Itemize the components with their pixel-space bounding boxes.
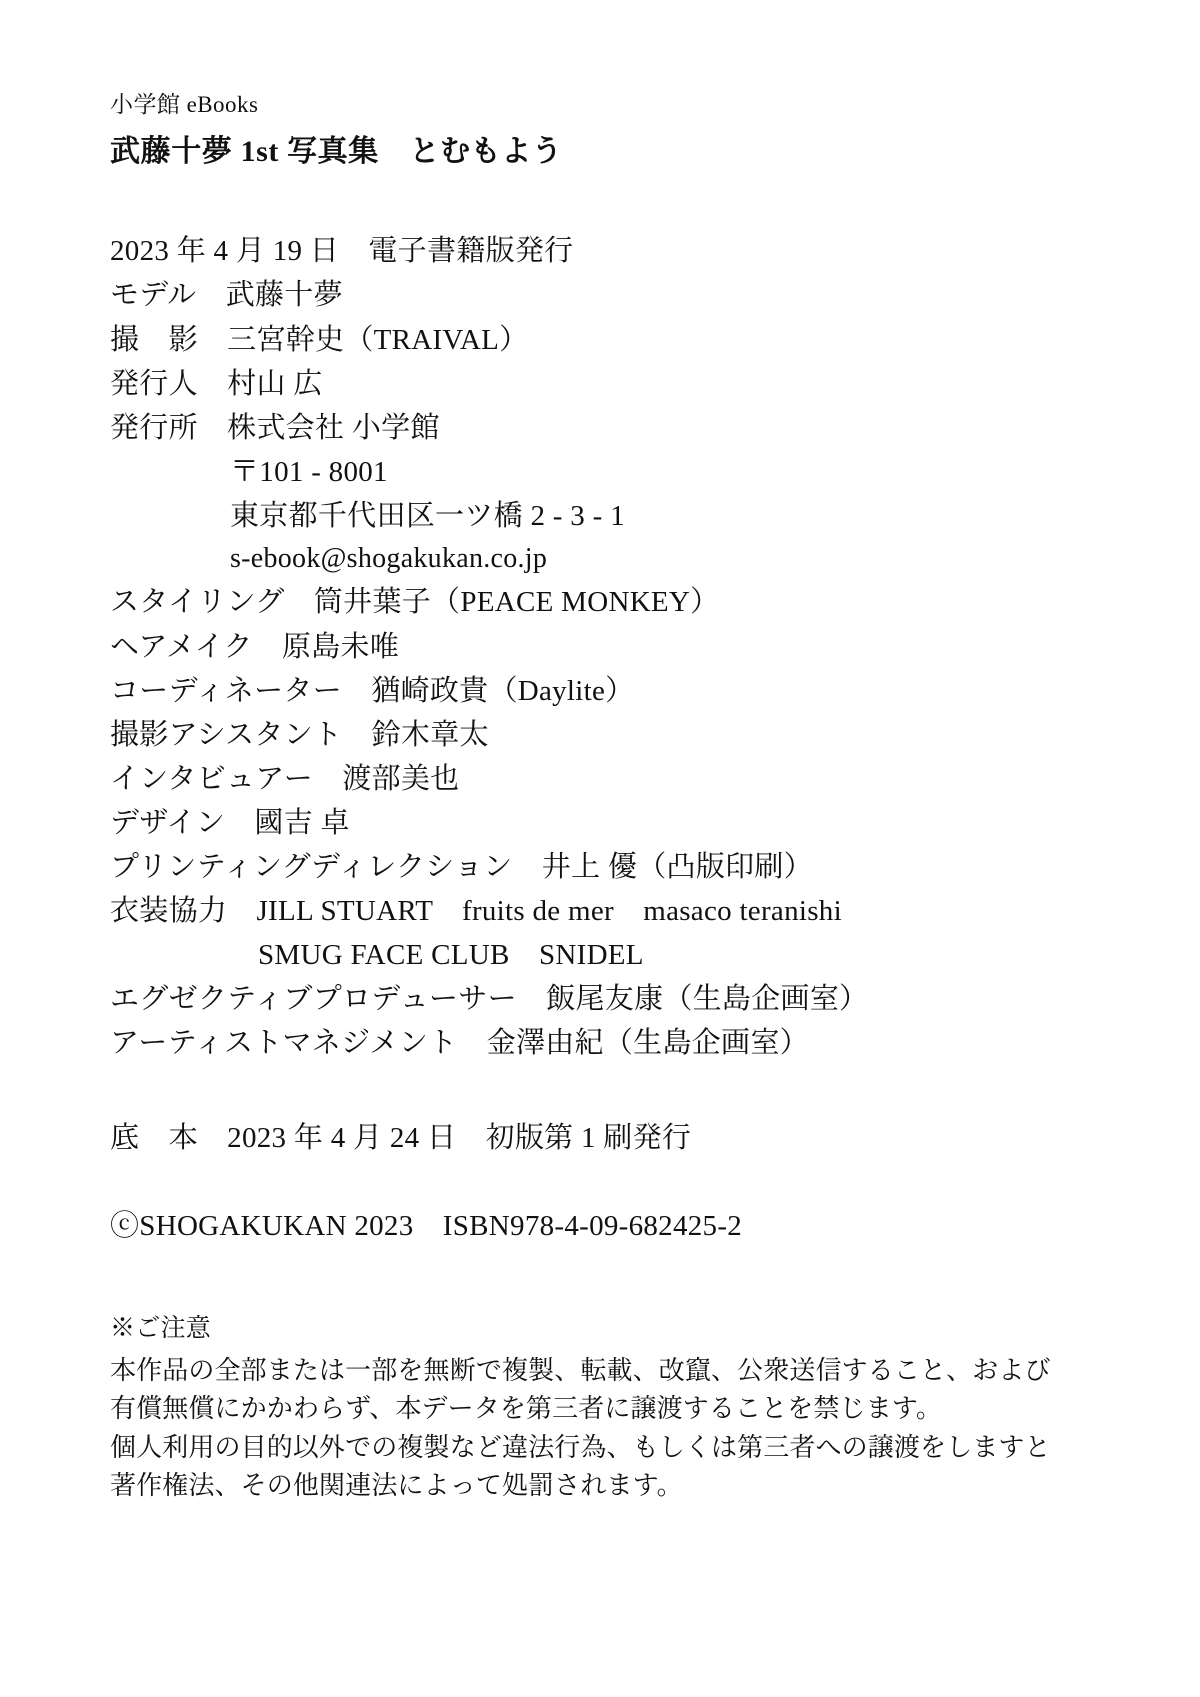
colophon-line: コーディネーター 猶崎政貴（Daylite） (110, 674, 635, 707)
notice-line: 本作品の全部または一部を無断で複製、転載、改竄、公衆送信すること、および (110, 1355, 1051, 1385)
notice-line: 有償無償にかかわらず、本データを第三者に譲渡することを禁じます。 (110, 1394, 943, 1424)
colophon-list (110, 229, 1090, 1065)
colophon-line: モデル 武藤十夢 (110, 279, 343, 312)
colophon-line: ヘアメイク 原島未唯 (110, 630, 400, 663)
imprint-label: 小学館 eBooks (110, 92, 259, 117)
colophon-line: 発行所 株式会社 小学館 (110, 411, 440, 444)
colophon-line-wardrobe: 衣装協力 JILL STUART fruits de mer masaco teranishi (110, 894, 842, 927)
colophon-line-address: 東京都千代田区一ツ橋 2 - 3 - 1 (230, 499, 625, 532)
colophon-line: エグゼクティブプロデューサー 飯尾友康（生島企画室） (110, 983, 869, 1016)
notice-line: 著作権法、その他関連法によって処罰されます。 (110, 1471, 683, 1501)
colophon-line-postal-code: 〒101 - 8001 (230, 455, 388, 488)
colophon-line: スタイリング 筒井葉子（PEACE MONKEY） (110, 586, 720, 619)
colophon-line: 発行人 村山 広 (110, 367, 323, 400)
notice-block (110, 1310, 1090, 1505)
header-block (110, 88, 1090, 173)
colophon-line-wardrobe-cont: SMUG FACE CLUB SNIDEL (258, 939, 644, 972)
copyright-line: ⓒSHOGAKUKAN 2023 ISBN978-4-09-682425-2 (110, 1209, 743, 1242)
page-title: 武藤十夢 1st 写真集 とむもよう (110, 135, 563, 169)
colophon-line: 撮 影 三宮幹史（TRAIVAL） (110, 323, 529, 356)
colophon-line: 撮影アシスタント 鈴木章太 (110, 718, 489, 751)
colophon-line: デザイン 國吉 卓 (110, 806, 350, 839)
notice-heading: ※ご注意 (110, 1315, 212, 1343)
colophon-line-email: s-ebook@shogakukan.co.jp (230, 542, 548, 574)
colophon-line: 2023 年 4 月 19 日 電子書籍版発行 (110, 235, 574, 268)
colophon-line: アーティストマネジメント 金澤由紀（生島企画室） (110, 1027, 809, 1060)
colophon-line: インタビュアー 渡部美也 (110, 762, 460, 795)
colophon-line: プリンティングディレクション 井上 優（凸版印刷） (110, 850, 813, 883)
base-edition-line: 底 本 2023 年 4 月 24 日 初版第 1 刷発行 (110, 1122, 692, 1155)
notice-line: 個人利用の目的以外での複製など違法行為、もしくは第三者への譲渡をしますと (110, 1432, 1051, 1462)
